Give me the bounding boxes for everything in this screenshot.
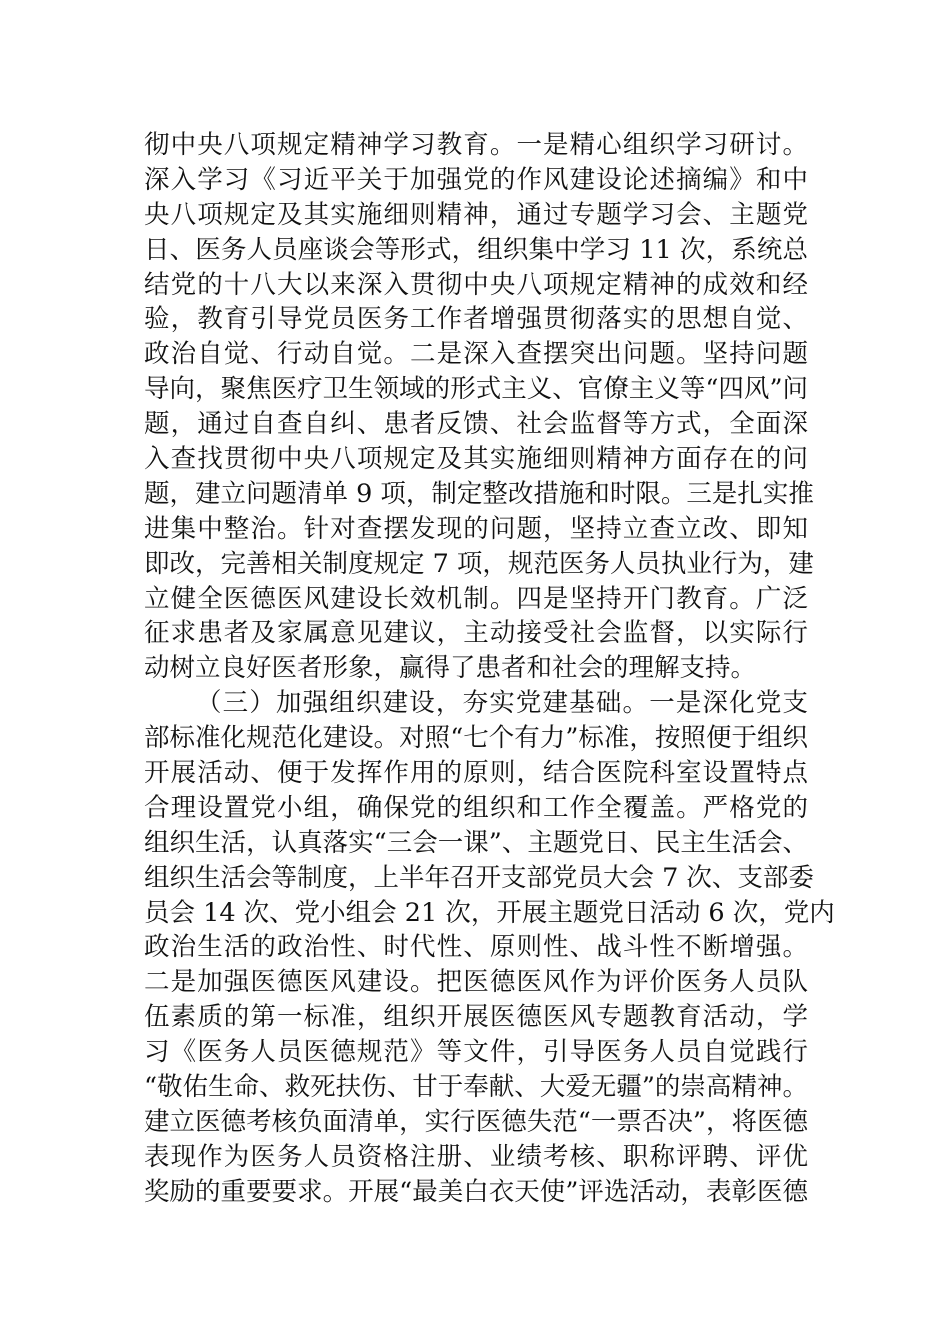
body-text <box>144 128 835 1210</box>
paragraph-end-line: 动树立良好医者形象，赢得了患者和社会的理解支持。 <box>144 653 757 684</box>
section-heading-line: （三）加强组织建设，夯实党建基础。一是深化党支 <box>196 688 808 719</box>
text-line: 合理设置党小组，确保党的组织和工作全覆盖。严格党的 <box>144 792 808 823</box>
text-line: 入查找贯彻中央八项规定及其实施细则精神方面存在的问 <box>144 444 808 475</box>
text-line: 验，教育引导党员医务工作者增强贯彻落实的思想自觉、 <box>144 304 808 335</box>
text-line: 表现作为医务人员资格注册、业绩考核、职称评聘、评优 <box>144 1141 808 1172</box>
text-line: 央八项规定及其实施细则精神，通过专题学习会、主题党 <box>144 199 808 230</box>
text-line: 二是加强医德医风建设。把医德医风作为评价医务人员队 <box>144 967 808 998</box>
text-line: 立健全医德医风建设长效机制。四是坚持开门教育。广泛 <box>144 583 808 614</box>
text-line: 彻中央八项规定精神学习教育。一是精心组织学习研讨。 <box>144 130 808 160</box>
text-line: 题，通过自查自纠、患者反馈、社会监督等方式，全面深 <box>144 409 808 440</box>
text-line: 题，建立问题清单 9 项，制定整改措施和时限。三是扎实推 <box>144 478 814 509</box>
text-line: 即改，完善相关制度规定 7 项，规范医务人员执业行为，建 <box>144 548 814 579</box>
text-line: 部标准化规范化建设。对照“七个有力”标准，按照便于组织 <box>144 723 808 754</box>
text-line: 奖励的重要要求。开展“最美白衣天使”评选活动，表彰医德 <box>144 1176 808 1207</box>
text-line: 政治自觉、行动自觉。二是深入查摆突出问题。坚持问题 <box>144 339 808 370</box>
text-line: 征求患者及家属意见建议，主动接受社会监督，以实际行 <box>144 618 808 649</box>
text-line: 导向，聚焦医疗卫生领域的形式主义、官僚主义等“四风”问 <box>144 374 808 405</box>
text-line: 进集中整治。针对查摆发现的问题，坚持立查立改、即知 <box>144 513 808 544</box>
text-line: 伍素质的第一标准，组织开展医德医风专题教育活动，学 <box>144 1002 808 1033</box>
text-line: 组织生活，认真落实“三会一课”、主题党日、民主生活会、 <box>144 827 808 858</box>
text-line: 开展活动、便于发挥作用的原则，结合医院科室设置特点 <box>144 758 808 789</box>
text-line: 员会 14 次、党小组会 21 次，开展主题党日活动 6 次，党内 <box>144 897 835 928</box>
text-line: 深入学习《习近平关于加强党的作风建设论述摘编》和中 <box>144 164 808 195</box>
text-line: 习《医务人员医德规范》等文件，引导医务人员自觉践行 <box>144 1037 808 1068</box>
text-line: 建立医德考核负面清单，实行医德失范“一票否决”，将医德 <box>144 1106 808 1137</box>
text-line: 日、医务人员座谈会等形式，组织集中学习 11 次，系统总 <box>144 234 808 265</box>
text-line: 政治生活的政治性、时代性、原则性、战斗性不断增强。 <box>144 932 808 963</box>
text-line: 组织生活会等制度，上半年召开支部党员大会 7 次、支部委 <box>144 862 814 893</box>
text-line: “敬佑生命、救死扶伤、甘于奉献、大爱无疆”的崇高精神。 <box>144 1072 808 1103</box>
text-line: 结党的十八大以来深入贯彻中央八项规定精神的成效和经 <box>144 269 808 300</box>
